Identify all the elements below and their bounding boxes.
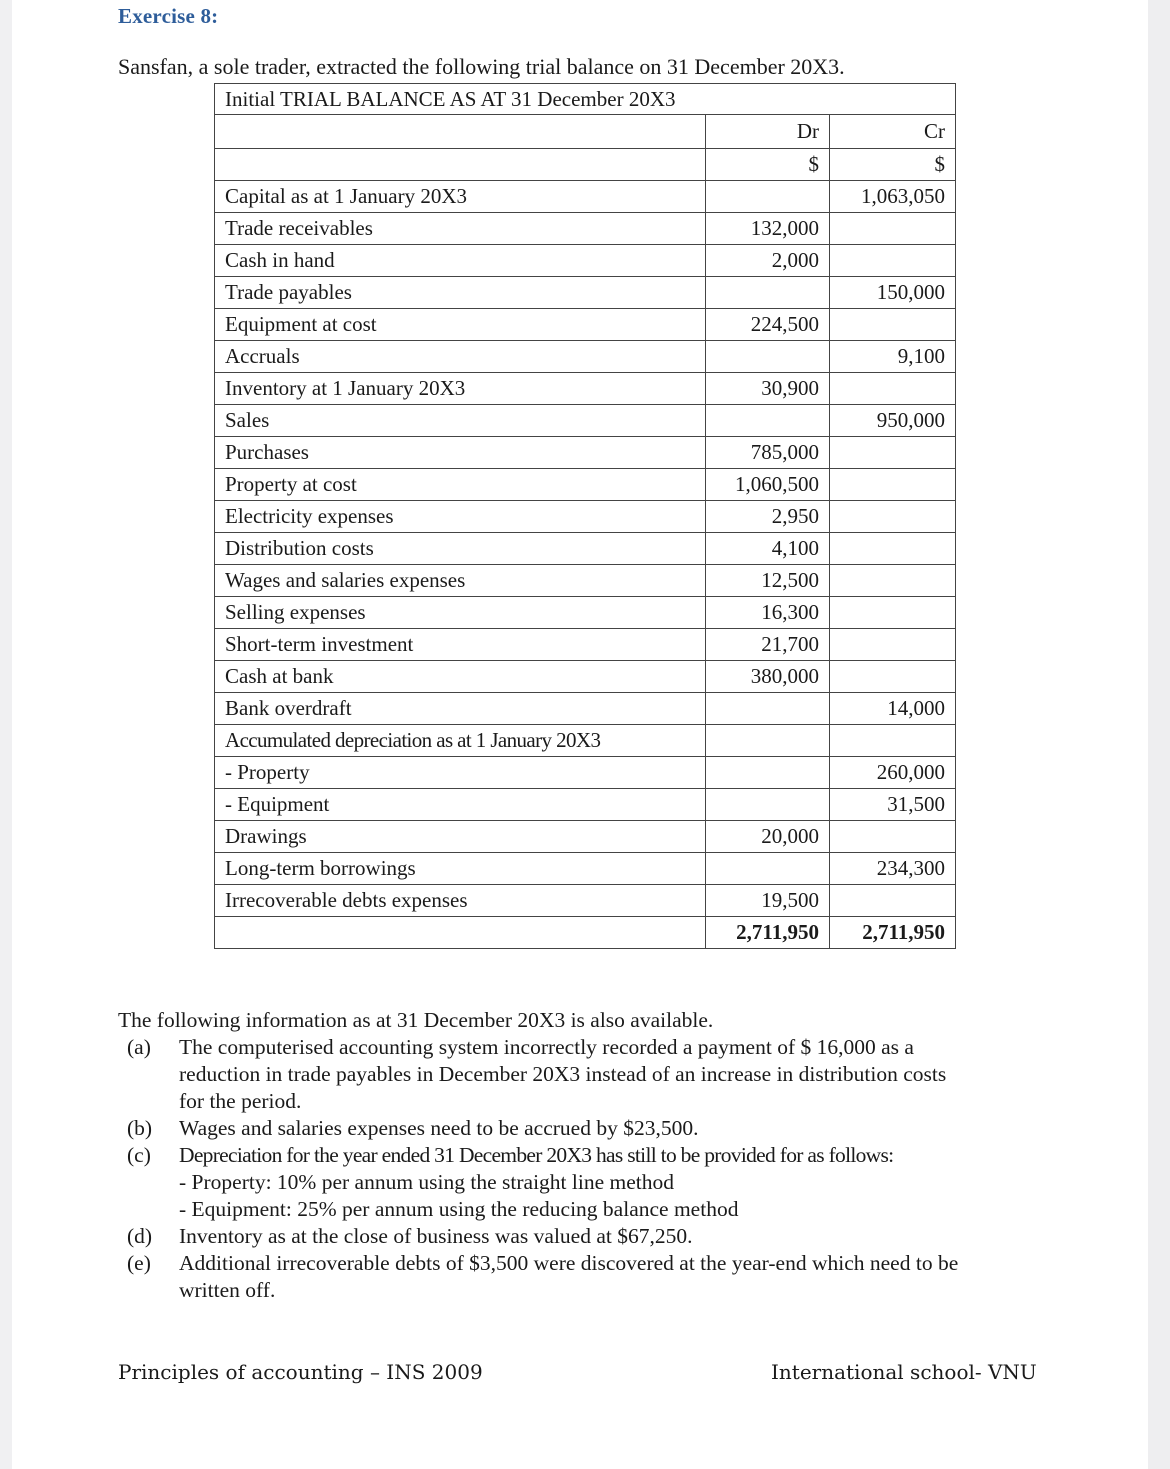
table-header-row bbox=[215, 115, 956, 149]
total-debit: 2,711,950 bbox=[706, 917, 830, 949]
credit-amount bbox=[830, 885, 956, 917]
exercise-title: Exercise 8: bbox=[118, 4, 219, 28]
table-row bbox=[215, 437, 956, 469]
table-row bbox=[215, 725, 956, 757]
additional-information bbox=[118, 1007, 1078, 1304]
table-row bbox=[215, 245, 956, 277]
credit-amount bbox=[830, 245, 956, 277]
account-name: - Equipment bbox=[215, 789, 706, 821]
debit-amount bbox=[706, 693, 830, 725]
credit-amount bbox=[830, 213, 956, 245]
table-row bbox=[215, 629, 956, 661]
account-name: Accruals bbox=[215, 341, 706, 373]
account-name: Cash at bank bbox=[215, 661, 706, 693]
account-name: Electricity expenses bbox=[215, 501, 706, 533]
table-row bbox=[215, 821, 956, 853]
footer-school: International school- VNU bbox=[771, 1360, 1037, 1384]
page-edge-left bbox=[0, 0, 12, 1469]
credit-amount bbox=[830, 533, 956, 565]
account-name: Long-term borrowings bbox=[215, 853, 706, 885]
info-item-line: Wages and salaries expenses need to be accrued by $23,500. bbox=[179, 1116, 699, 1140]
table-title-row bbox=[215, 84, 956, 115]
account-name: Wages and salaries expenses bbox=[215, 565, 706, 597]
info-item bbox=[118, 1115, 1078, 1142]
debit-amount: 1,060,500 bbox=[706, 469, 830, 501]
account-name: - Property bbox=[215, 757, 706, 789]
debit-amount: 12,500 bbox=[706, 565, 830, 597]
info-heading: The following information as at 31 December 20X3 is also available. bbox=[118, 1008, 714, 1032]
account-name: Cash in hand bbox=[215, 245, 706, 277]
account-name: Equipment at cost bbox=[215, 309, 706, 341]
table-row bbox=[215, 789, 956, 821]
table-row bbox=[215, 565, 956, 597]
info-item bbox=[118, 1223, 1078, 1250]
debit-amount: 132,000 bbox=[706, 213, 830, 245]
table-row bbox=[215, 405, 956, 437]
table-row bbox=[215, 181, 956, 213]
info-item-line: - Equipment: 25% per annum using the reducing balance method bbox=[179, 1197, 739, 1221]
account-name: Drawings bbox=[215, 821, 706, 853]
credit-amount: 150,000 bbox=[830, 277, 956, 309]
debit-amount bbox=[706, 277, 830, 309]
page-edge-right bbox=[1148, 0, 1170, 1469]
table-row bbox=[215, 853, 956, 885]
footer-course: Principles of accounting – INS 2009 bbox=[118, 1360, 483, 1384]
debit-amount: 16,300 bbox=[706, 597, 830, 629]
table-row bbox=[215, 373, 956, 405]
credit-amount bbox=[830, 437, 956, 469]
credit-amount bbox=[830, 597, 956, 629]
info-item-line: Additional irrecoverable debts of $3,500 were discovered at the year-end which need to be bbox=[179, 1251, 959, 1275]
info-item-line: - Property: 10% per annum using the straight line method bbox=[179, 1170, 675, 1194]
debit-amount bbox=[706, 341, 830, 373]
table-row bbox=[215, 533, 956, 565]
credit-amount: 260,000 bbox=[830, 757, 956, 789]
debit-amount: 4,100 bbox=[706, 533, 830, 565]
account-name: Irrecoverable debts expenses bbox=[215, 885, 706, 917]
debit-amount: 19,500 bbox=[706, 885, 830, 917]
credit-amount: 14,000 bbox=[830, 693, 956, 725]
info-item-marker: (b) bbox=[127, 1116, 153, 1140]
trial-balance-table bbox=[214, 83, 956, 949]
totals-blank-cell bbox=[215, 917, 706, 949]
debit-amount: 785,000 bbox=[706, 437, 830, 469]
header-blank-cell bbox=[215, 115, 706, 149]
credit-amount: 31,500 bbox=[830, 789, 956, 821]
info-item-marker: (c) bbox=[127, 1143, 151, 1167]
currency-cr: $ bbox=[830, 149, 956, 181]
credit-amount bbox=[830, 501, 956, 533]
credit-amount bbox=[830, 629, 956, 661]
debit-amount: 20,000 bbox=[706, 821, 830, 853]
table-row bbox=[215, 341, 956, 373]
credit-amount bbox=[830, 565, 956, 597]
table-row bbox=[215, 501, 956, 533]
table-row bbox=[215, 693, 956, 725]
table-row bbox=[215, 597, 956, 629]
header-cr: Cr bbox=[830, 115, 956, 149]
debit-amount: 2,000 bbox=[706, 245, 830, 277]
currency-blank-cell bbox=[215, 149, 706, 181]
info-item bbox=[118, 1250, 1078, 1304]
table-row bbox=[215, 661, 956, 693]
credit-amount bbox=[830, 725, 956, 757]
debit-amount bbox=[706, 405, 830, 437]
info-item-marker: (d) bbox=[127, 1224, 153, 1248]
credit-amount bbox=[830, 469, 956, 501]
table-title: Initial TRIAL BALANCE AS AT 31 December 20X3 bbox=[215, 84, 956, 115]
credit-amount: 950,000 bbox=[830, 405, 956, 437]
credit-amount bbox=[830, 309, 956, 341]
account-name: Property at cost bbox=[215, 469, 706, 501]
total-credit: 2,711,950 bbox=[830, 917, 956, 949]
credit-amount: 234,300 bbox=[830, 853, 956, 885]
table-row bbox=[215, 469, 956, 501]
intro-text: Sansfan, a sole trader, extracted the following trial balance on 31 December 20X3. bbox=[118, 54, 845, 79]
table-row bbox=[215, 757, 956, 789]
debit-amount bbox=[706, 853, 830, 885]
debit-amount bbox=[706, 725, 830, 757]
credit-amount bbox=[830, 373, 956, 405]
totals-row bbox=[215, 917, 956, 949]
account-name: Sales bbox=[215, 405, 706, 437]
debit-amount: 21,700 bbox=[706, 629, 830, 661]
table-row bbox=[215, 309, 956, 341]
info-item-line: reduction in trade payables in December 20X3 instead of an increase in distribution costs bbox=[179, 1062, 947, 1086]
info-item bbox=[118, 1034, 1078, 1115]
table-row bbox=[215, 885, 956, 917]
debit-amount bbox=[706, 181, 830, 213]
debit-amount: 30,900 bbox=[706, 373, 830, 405]
info-item-line: for the period. bbox=[179, 1089, 302, 1113]
account-name: Inventory at 1 January 20X3 bbox=[215, 373, 706, 405]
account-name: Bank overdraft bbox=[215, 693, 706, 725]
account-name: Short-term investment bbox=[215, 629, 706, 661]
debit-amount: 380,000 bbox=[706, 661, 830, 693]
credit-amount: 9,100 bbox=[830, 341, 956, 373]
credit-amount bbox=[830, 821, 956, 853]
info-item-line: Inventory as at the close of business was valued at $67,250. bbox=[179, 1224, 693, 1248]
info-item bbox=[118, 1142, 1078, 1223]
credit-amount bbox=[830, 661, 956, 693]
account-name: Trade payables bbox=[215, 277, 706, 309]
info-item-line: written off. bbox=[179, 1278, 276, 1302]
currency-row bbox=[215, 149, 956, 181]
info-item-marker: (a) bbox=[127, 1035, 151, 1059]
account-name: Capital as at 1 January 20X3 bbox=[215, 181, 706, 213]
debit-amount bbox=[706, 757, 830, 789]
debit-amount bbox=[706, 789, 830, 821]
debit-amount: 2,950 bbox=[706, 501, 830, 533]
info-item-line: The computerised accounting system incorrectly recorded a payment of $ 16,000 as a bbox=[179, 1035, 914, 1059]
header-dr: Dr bbox=[706, 115, 830, 149]
account-name: Selling expenses bbox=[215, 597, 706, 629]
account-name: Trade receivables bbox=[215, 213, 706, 245]
table-row bbox=[215, 213, 956, 245]
debit-amount: 224,500 bbox=[706, 309, 830, 341]
account-name: Accumulated depreciation as at 1 January 20X3 bbox=[215, 725, 706, 757]
table-row bbox=[215, 277, 956, 309]
account-name: Distribution costs bbox=[215, 533, 706, 565]
info-item-line: Depreciation for the year ended 31 December 20X3 has still to be provided for as follows: bbox=[179, 1143, 894, 1167]
currency-dr: $ bbox=[706, 149, 830, 181]
info-item-marker: (e) bbox=[127, 1251, 151, 1275]
account-name: Purchases bbox=[215, 437, 706, 469]
info-list bbox=[118, 1034, 1078, 1304]
credit-amount: 1,063,050 bbox=[830, 181, 956, 213]
